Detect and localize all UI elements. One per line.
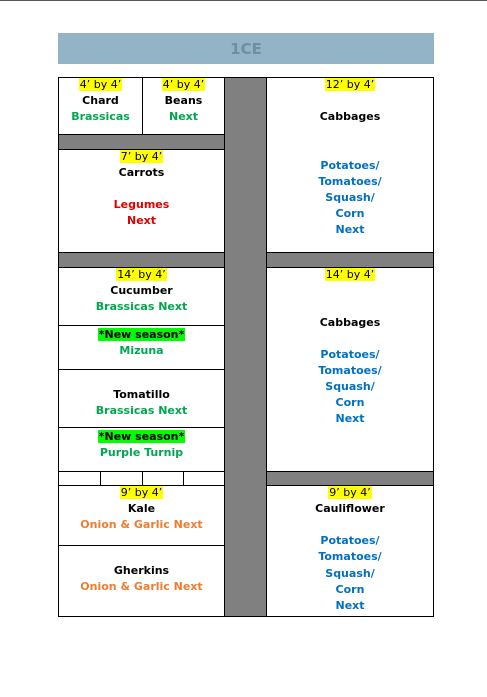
next-crop: Brassicas Next	[95, 300, 188, 313]
crop-name: Beans	[164, 94, 203, 107]
dimension-label: 9’ by 4’	[120, 486, 163, 499]
next-crop-line: Next	[126, 214, 157, 227]
next-crop-line: Potatoes/	[320, 534, 380, 547]
path-strip	[266, 471, 434, 486]
dimension-label: 14’ by 4’	[117, 268, 166, 281]
next-crop-line: Squash/	[325, 567, 375, 580]
crop-name: Cabbages	[319, 110, 381, 123]
path-strip	[266, 252, 434, 268]
next-crop-line: Tomatoes/	[318, 364, 382, 377]
crop-name: Chard	[82, 94, 119, 107]
crop-name: Cucumber	[110, 284, 173, 297]
page-title: 1CE	[58, 33, 434, 64]
path-strip	[58, 134, 225, 150]
bed-cabbages-mid	[266, 267, 434, 472]
next-crop-line: Tomatoes/	[318, 175, 382, 188]
strip-divider	[142, 472, 143, 485]
dimension-label: 4’ by 4’	[79, 78, 122, 91]
bed-carrots	[58, 149, 225, 253]
crop-name: Purple Turnip	[99, 446, 184, 459]
crop-name: Tomatillo	[113, 388, 170, 401]
crop-name: Mizuna	[119, 344, 164, 357]
next-crop-line: Next	[335, 412, 365, 425]
strip-divider	[100, 472, 101, 485]
bed-purple-turnip	[58, 427, 225, 472]
crop-name: Cabbages	[319, 316, 381, 329]
crop-name: Gherkins	[113, 564, 170, 577]
bed-beans	[143, 78, 224, 134]
dimension-label: 4’ by 4’	[162, 78, 205, 91]
bed-cabbages-top	[266, 77, 434, 253]
path-strip	[58, 252, 225, 268]
crop-name: Carrots	[118, 166, 165, 179]
next-crop: Brassicas	[71, 110, 130, 123]
new-season-badge: *New season*	[98, 328, 185, 341]
next-crop: Onion & Garlic Next	[80, 518, 203, 531]
bed-cucumber	[58, 267, 225, 326]
new-season-badge: *New season*	[98, 430, 185, 443]
next-crop: Brassicas Next	[95, 404, 188, 417]
bed-gherkins	[58, 545, 225, 617]
next-crop-line: Next	[335, 599, 365, 612]
next-crop-line: Potatoes/	[320, 348, 380, 361]
next-crop-line: Potatoes/	[320, 159, 380, 172]
bed-chard	[59, 78, 142, 134]
central-path	[224, 77, 267, 617]
next-crop-line: Corn	[335, 396, 365, 409]
bed-strip	[58, 471, 225, 486]
bed-cauliflower	[266, 485, 434, 617]
crop-name: Cauliflower	[315, 502, 385, 515]
next-crop-line: Corn	[335, 207, 365, 220]
top-rule	[0, 0, 487, 1]
bed-kale	[58, 485, 225, 546]
next-crop: Next	[168, 110, 199, 123]
strip-divider	[183, 472, 184, 485]
next-crop-line: Corn	[335, 583, 365, 596]
crop-name: Kale	[127, 502, 156, 515]
dimension-label: 7’ by 4’	[120, 150, 163, 163]
bed-tomatillo	[58, 369, 225, 428]
dimension-label: 9’ by 4’	[329, 486, 371, 499]
next-crop-line: Squash/	[325, 191, 375, 204]
next-crop-line: Squash/	[325, 380, 375, 393]
next-crop-line: Legumes	[113, 198, 170, 211]
next-crop-line: Tomatoes/	[318, 550, 382, 563]
next-crop-line: Next	[335, 223, 365, 236]
bed-mizuna	[58, 325, 225, 370]
dimension-label: 12’ by 4’	[325, 78, 375, 91]
next-crop: Onion & Garlic Next	[80, 580, 203, 593]
dimension-label: 14’ by 4’	[325, 268, 375, 281]
bed-chard-beans	[58, 77, 225, 135]
